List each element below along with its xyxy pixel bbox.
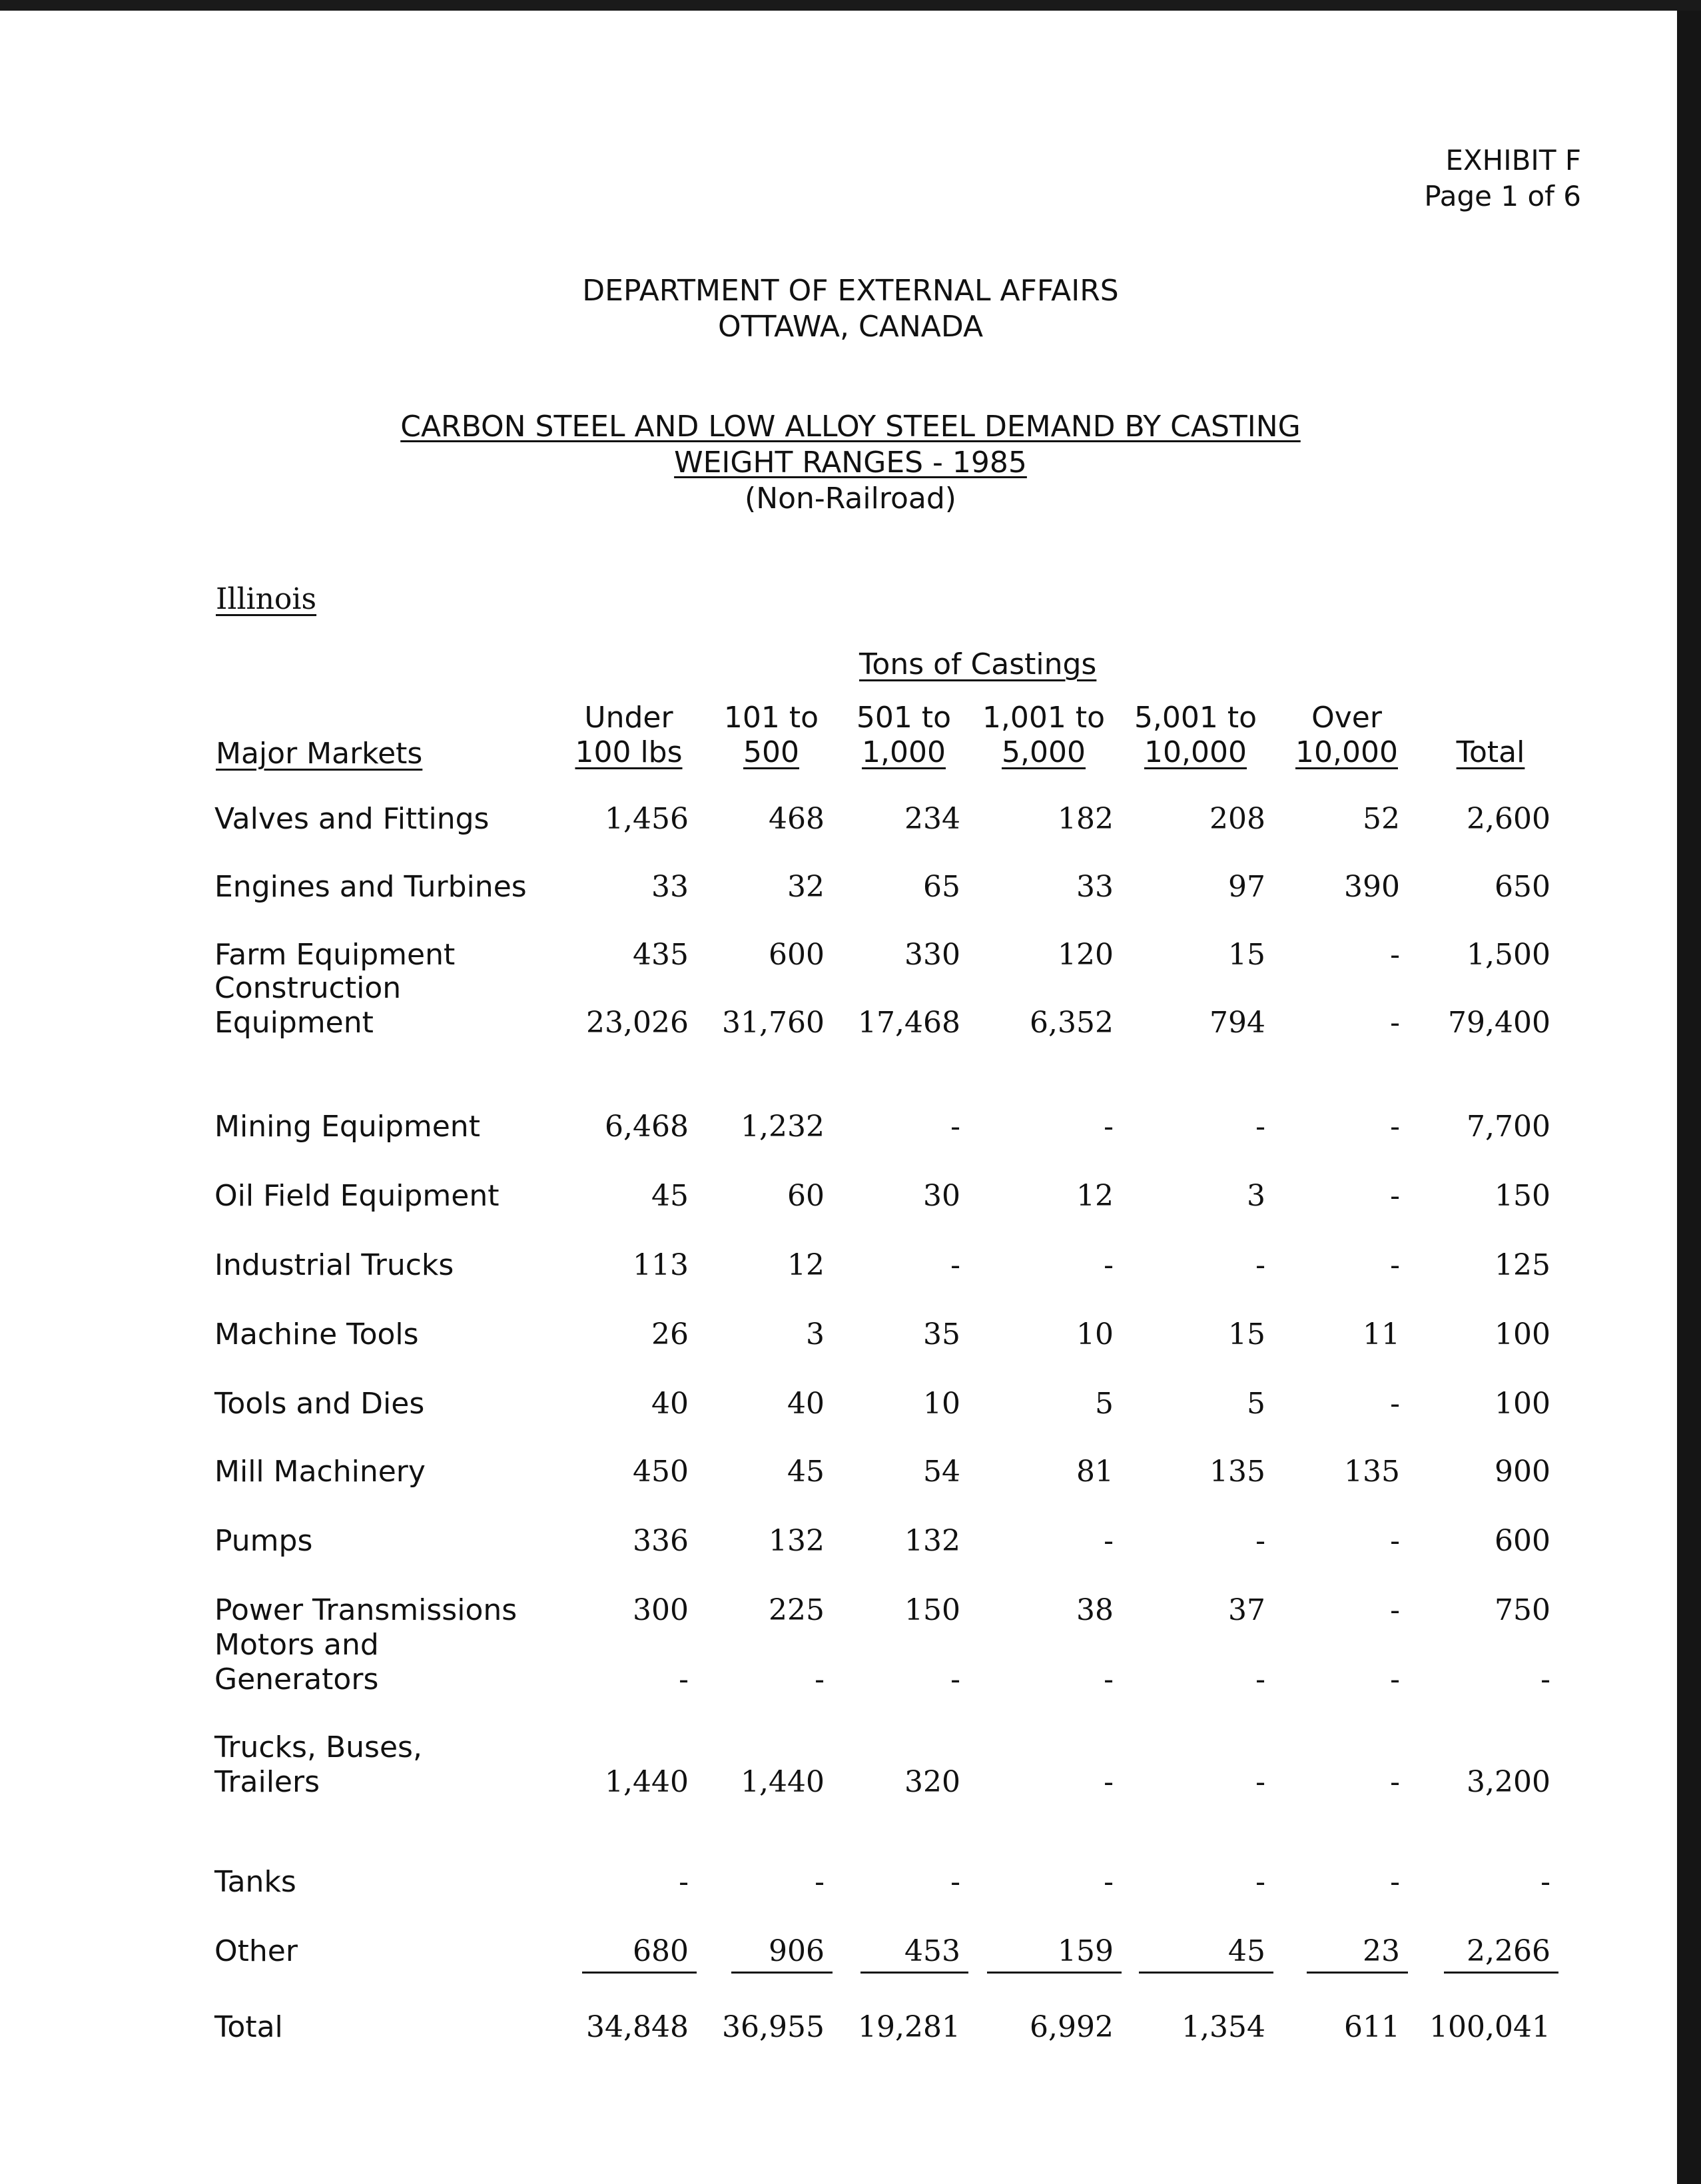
total-cell: 100,041: [1429, 2010, 1550, 2044]
total-cell: 6,992: [1030, 2010, 1114, 2044]
row-label-line1: Tools and Dies: [214, 1387, 425, 1421]
table-cell: 234: [904, 802, 960, 836]
column-header-line1: 501 to: [856, 701, 952, 735]
column-header-line1: 1,001 to: [982, 701, 1106, 735]
subtotal-rule: [1444, 1972, 1558, 1974]
table-cell: 12: [787, 1248, 825, 1282]
department-location: OTTAWA, CANADA: [717, 310, 984, 344]
column-header: [562, 701, 695, 770]
table-cell: -: [1255, 1765, 1265, 1799]
table-cell: -: [1104, 1524, 1114, 1558]
table-cell: 26: [651, 1317, 689, 1351]
table-cell: 150: [904, 1593, 960, 1627]
table-cell: 5: [1095, 1387, 1114, 1421]
row-label-line2: Trailers: [214, 1765, 320, 1799]
table-cell: 794: [1209, 1006, 1265, 1040]
table-cell: 31,760: [722, 1006, 825, 1040]
table-cell: 45: [651, 1179, 689, 1213]
table-cell: 6,352: [1030, 1006, 1114, 1040]
column-header-line1: [1424, 701, 1557, 735]
column-header: [1424, 701, 1557, 770]
table-cell: 45: [787, 1455, 825, 1489]
table-cell: -: [1255, 1248, 1265, 1282]
table-cell: 468: [769, 802, 825, 836]
table-cell: 135: [1209, 1455, 1265, 1489]
table-cell: -: [1255, 1662, 1265, 1696]
row-label-line1: Engines and Turbines: [214, 870, 527, 904]
table-cell: -: [1390, 1179, 1400, 1213]
table-cell: 40: [651, 1387, 689, 1421]
table-cell: 330: [904, 938, 960, 972]
exhibit-title: EXHIBIT F: [1445, 144, 1581, 177]
column-header-line1: 5,001 to: [1134, 701, 1257, 735]
column-header: [1287, 701, 1407, 770]
table-cell: -: [815, 1865, 825, 1899]
table-cell: 40: [787, 1387, 825, 1421]
table-cell: 900: [1495, 1455, 1550, 1489]
table-cell: 125: [1495, 1248, 1550, 1282]
table-cell: 37: [1228, 1593, 1265, 1627]
row-label-line1: Oil Field Equipment: [214, 1179, 500, 1213]
table-cell: 159: [1058, 1934, 1114, 1968]
table-cell: 52: [1363, 802, 1400, 836]
table-cell: 32: [787, 870, 825, 904]
table-cell: 30: [923, 1179, 960, 1213]
row-label: [214, 1730, 422, 1800]
table-cell: 1,500: [1467, 938, 1550, 972]
table-cell: 453: [904, 1934, 960, 1968]
total-cell: 34,848: [586, 2010, 689, 2044]
exhibit-label: [1424, 143, 1581, 214]
page-indicator: Page 1 of 6: [1424, 180, 1581, 212]
column-header-line2: 10,000: [1295, 735, 1398, 769]
table-cell: -: [1390, 1248, 1400, 1282]
table-cell: 2,600: [1467, 802, 1550, 836]
table-cell: 182: [1058, 802, 1114, 836]
table-cell: 3,200: [1467, 1765, 1550, 1799]
table-cell: 1,232: [741, 1110, 825, 1144]
row-label-line1: Mining Equipment: [214, 1110, 480, 1144]
row-label: [214, 1865, 296, 1900]
table-cell: -: [950, 1865, 960, 1899]
table-cell: 79,400: [1448, 1006, 1550, 1040]
table-cell: -: [1255, 1524, 1265, 1558]
table-cell: 7,700: [1467, 1110, 1550, 1144]
row-label-line1: Valves and Fittings: [214, 802, 490, 836]
table-cell: 435: [633, 938, 689, 972]
table-cell: 3: [1247, 1179, 1265, 1213]
report-title: [0, 409, 1701, 517]
row-label-line1: Other: [214, 1934, 298, 1968]
table-cell: 60: [787, 1179, 825, 1213]
row-label: [214, 1628, 379, 1697]
table-cell: 336: [633, 1524, 689, 1558]
subtotal-rule: [582, 1972, 697, 1974]
department-name: DEPARTMENT OF EXTERNAL AFFAIRS: [582, 274, 1119, 308]
subtotal-rule: [731, 1972, 833, 1974]
table-cell: -: [1104, 1865, 1114, 1899]
table-cell: 600: [1495, 1524, 1550, 1558]
row-label-line1: Trucks, Buses,: [214, 1730, 422, 1764]
row-label: [214, 1387, 424, 1421]
table-cell: 33: [1076, 870, 1114, 904]
table-cell: 15: [1228, 1317, 1265, 1351]
column-header: [1119, 701, 1272, 770]
table-cell: 225: [769, 1593, 825, 1627]
table-cell: -: [679, 1865, 689, 1899]
row-label-line1: Machine Tools: [214, 1317, 419, 1351]
table-cell: -: [1104, 1110, 1114, 1144]
row-label: [214, 1455, 426, 1489]
column-header-line2: Total: [1456, 735, 1525, 769]
table-cell: 12: [1076, 1179, 1114, 1213]
total-label: Total: [214, 2010, 283, 2044]
row-label-line1: Power Transmissions: [214, 1593, 517, 1627]
table-cell: 132: [904, 1524, 960, 1558]
title-line-2: WEIGHT RANGES - 1985: [674, 446, 1027, 480]
department-heading: [0, 273, 1701, 345]
subtotal-rule: [860, 1972, 968, 1974]
table-cell: 23,026: [586, 1006, 689, 1040]
table-cell: 1,440: [741, 1765, 825, 1799]
table-cell: 5: [1247, 1387, 1265, 1421]
table-cell: -: [1390, 1387, 1400, 1421]
row-label: [214, 1593, 517, 1628]
table-cell: 320: [904, 1765, 960, 1799]
table-cell: -: [1104, 1248, 1114, 1282]
row-label-line2: Equipment: [214, 1006, 374, 1040]
table-cell: 600: [769, 938, 825, 972]
table-cell: 208: [1209, 802, 1265, 836]
table-cell: -: [1104, 1765, 1114, 1799]
column-header-line2: 1,000: [862, 735, 946, 769]
row-label-line1: Construction: [214, 971, 402, 1005]
table-cell: -: [950, 1662, 960, 1696]
column-header-line2: 5,000: [1002, 735, 1086, 769]
table-cell: 11: [1363, 1317, 1400, 1351]
table-cell: 1,456: [605, 802, 689, 836]
table-cell: -: [1390, 1006, 1400, 1040]
table-cell: 650: [1495, 870, 1550, 904]
total-cell: 19,281: [858, 2010, 960, 2044]
row-label: [214, 870, 527, 905]
row-label: [214, 802, 489, 837]
column-header-line1: Under: [584, 701, 673, 735]
table-cell: 33: [651, 870, 689, 904]
table-cell: -: [1390, 1662, 1400, 1696]
table-cell: 35: [923, 1317, 960, 1351]
table-cell: 23: [1363, 1934, 1400, 1968]
group-header: Tons of Castings: [859, 647, 1097, 681]
row-label: [214, 1248, 454, 1283]
row-label-line1: Mill Machinery: [214, 1455, 426, 1489]
row-label: [214, 938, 455, 972]
table-cell: 300: [633, 1593, 689, 1627]
column-header: [967, 701, 1120, 770]
row-label: [214, 1317, 419, 1352]
table-cell: 54: [923, 1455, 960, 1489]
row-label: [214, 1179, 499, 1214]
table-cell: 97: [1228, 870, 1265, 904]
table-cell: -: [1540, 1865, 1550, 1899]
column-header-line2: 500: [743, 735, 799, 769]
row-label-line1: Motors and: [214, 1628, 379, 1662]
row-label-line1: Farm Equipment: [214, 938, 456, 972]
scan-top-border: [0, 0, 1701, 11]
table-cell: -: [679, 1662, 689, 1696]
row-label-line1: Pumps: [214, 1524, 313, 1558]
table-cell: 10: [923, 1387, 960, 1421]
row-label-line1: Tanks: [214, 1865, 296, 1899]
column-header: [711, 701, 831, 770]
table-cell: 100: [1495, 1317, 1550, 1351]
table-cell: 113: [633, 1248, 689, 1282]
table-cell: -: [950, 1248, 960, 1282]
subtotal-rule: [1307, 1972, 1408, 1974]
table-cell: -: [815, 1662, 825, 1696]
table-cell: 100: [1495, 1387, 1550, 1421]
table-cell: 906: [769, 1934, 825, 1968]
table-cell: -: [1390, 1765, 1400, 1799]
table-cell: -: [950, 1110, 960, 1144]
table-cell: 680: [633, 1934, 689, 1968]
row-header: Major Markets: [216, 737, 423, 771]
column-header-line2: 10,000: [1144, 735, 1247, 769]
total-cell: 611: [1344, 2010, 1400, 2044]
table-cell: 1,440: [605, 1765, 689, 1799]
table-cell: 450: [633, 1455, 689, 1489]
table-cell: 390: [1344, 870, 1400, 904]
table-cell: 132: [769, 1524, 825, 1558]
column-header: [841, 701, 967, 770]
column-header-line1: 101 to: [723, 701, 819, 735]
table-cell: 10: [1076, 1317, 1114, 1351]
total-cell: 1,354: [1182, 2010, 1265, 2044]
subtotal-rule: [987, 1972, 1122, 1974]
table-cell: -: [1390, 1593, 1400, 1627]
table-cell: 150: [1495, 1179, 1550, 1213]
table-cell: 45: [1228, 1934, 1265, 1968]
table-cell: 3: [806, 1317, 825, 1351]
table-cell: 17,468: [858, 1006, 960, 1040]
row-label: [214, 971, 401, 1040]
title-subtitle: (Non-Railroad): [745, 482, 956, 516]
table-cell: 135: [1344, 1455, 1400, 1489]
table-cell: 81: [1076, 1455, 1114, 1489]
table-cell: -: [1390, 1865, 1400, 1899]
title-line-1: CARBON STEEL AND LOW ALLOY STEEL DEMAND BY CASTING: [400, 410, 1301, 444]
table-cell: -: [1390, 1524, 1400, 1558]
row-label-line1: Industrial Trucks: [214, 1248, 454, 1282]
column-header-line1: Over: [1311, 701, 1382, 735]
state-heading: Illinois: [216, 582, 317, 616]
table-cell: 38: [1076, 1593, 1114, 1627]
table-cell: 750: [1495, 1593, 1550, 1627]
table-cell: -: [1255, 1110, 1265, 1144]
table-cell: 65: [923, 870, 960, 904]
total-cell: 36,955: [722, 2010, 825, 2044]
table-cell: -: [1540, 1662, 1550, 1696]
row-label-line2: Generators: [214, 1662, 379, 1696]
row-label: [214, 1934, 298, 1969]
column-header-line2: 100 lbs: [575, 735, 683, 769]
table-cell: -: [1104, 1662, 1114, 1696]
table-cell: -: [1255, 1865, 1265, 1899]
row-label: [214, 1524, 312, 1559]
table-cell: 15: [1228, 938, 1265, 972]
subtotal-rule: [1139, 1972, 1273, 1974]
table-cell: 6,468: [605, 1110, 689, 1144]
row-label: [214, 1110, 480, 1144]
table-cell: -: [1390, 1110, 1400, 1144]
table-cell: 120: [1058, 938, 1114, 972]
table-cell: 2,266: [1467, 1934, 1550, 1968]
table-cell: -: [1390, 938, 1400, 972]
